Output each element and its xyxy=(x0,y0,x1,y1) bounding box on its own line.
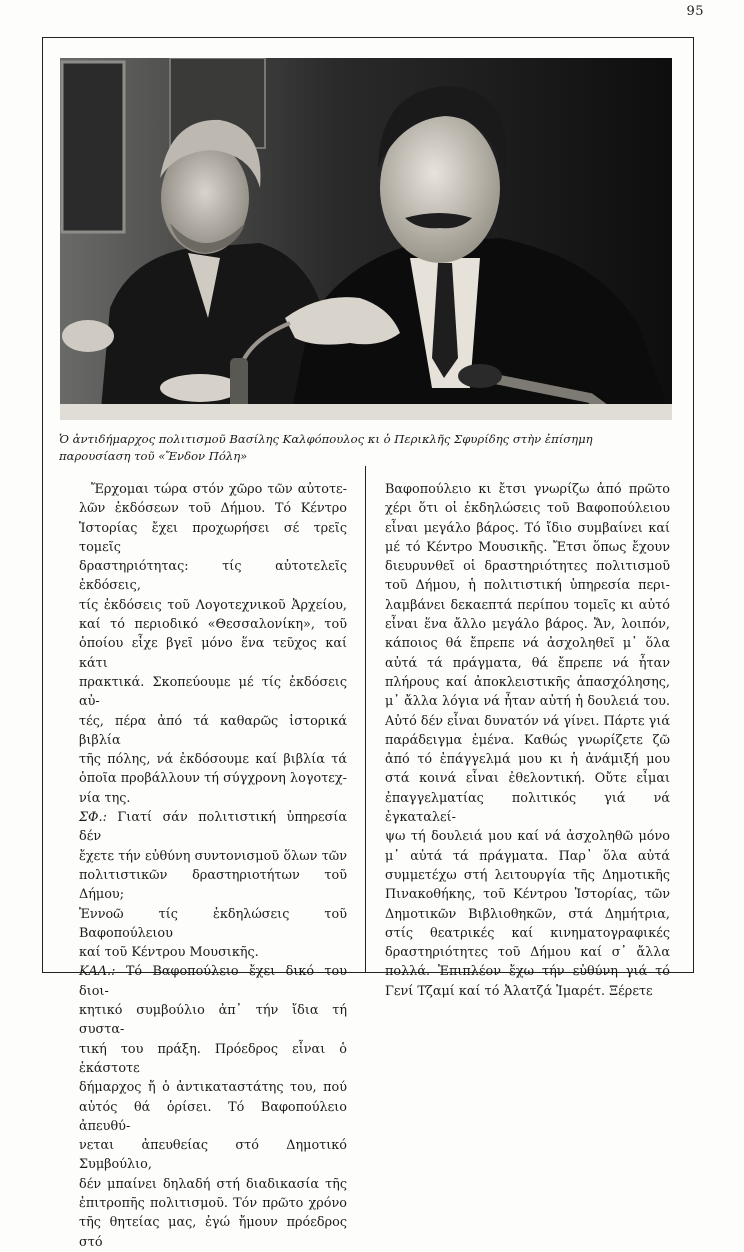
text-line xyxy=(385,943,670,962)
line-text: τίς ἐκδόσεις τοῦ Λογοτεχνικοῦ Ἀρχείου, xyxy=(79,597,347,613)
line-text: χέρι ὅτι οἱ ἐκδηλώσεις τοῦ Βαφοπούλειου xyxy=(385,501,670,517)
line-text: δραστηριότητες τοῦ Δήμου καί σ᾽ ἄλλα xyxy=(385,945,670,961)
line-text: δέν μπαίνει δηλαδή στή διαδικασία τῆς xyxy=(79,1176,347,1192)
line-text: Πινακοθήκης, τοῦ Κέντρου Ἱστορίας, τῶν xyxy=(385,887,670,903)
text-line xyxy=(79,615,347,634)
text-line xyxy=(79,712,347,751)
text-line xyxy=(79,596,347,615)
line-text: διευρυνθεῖ οἱ δραστηριότητες πολιτισμοῦ xyxy=(385,559,670,575)
text-line xyxy=(79,750,347,769)
text-line xyxy=(79,1001,347,1040)
line-text: Γιατί σάν πολιτιστική ὑπηρεσία δέν xyxy=(79,810,347,845)
line-text: Ἔρχομαι τώρα στόν χῶρο τῶν αὐτοτε- xyxy=(91,482,347,497)
article-frame xyxy=(42,37,694,1250)
page-number: 95 xyxy=(686,4,704,19)
text-line xyxy=(385,847,670,866)
line-text: ὁποίου εἶχε βγεῖ μόνο ἕνα τεῦχος καί κάτι xyxy=(79,636,347,671)
line-text: καί τό περιοδικό «Θεσσαλονίκη», τοῦ xyxy=(79,617,347,633)
text-line xyxy=(79,557,347,596)
caption-line: Ὁ ἀντιδήμαρχος πολιτισμοῦ Βασίλης Καλφόπουλος κι ὁ Περικλῆς Σφυρίδης στὴν ἐπίσημη xyxy=(59,432,593,446)
line-text: ἔχετε τήν εὐθύνη συντονισμοῦ ὅλων τῶν xyxy=(79,848,347,864)
text-line xyxy=(385,480,670,499)
line-text: ἀπό τό ἐπάγγελμά μου κι ἡ ἀνάμιξή μου xyxy=(385,752,670,768)
line-text: πολλά. Ἐπιπλέον ἔχω τήν εὐθύνη γιά τό xyxy=(385,964,670,980)
line-text: πλήρους καί ἀποκλειστικῆς ἀπασχόλησης, xyxy=(385,674,670,690)
text-line xyxy=(385,519,670,538)
text-line xyxy=(79,1194,347,1213)
line-text: αὐτός θά ὁρίσει. Τό Βαφοπούλειο ἀπευθύ- xyxy=(79,1099,347,1134)
line-text: νεται ἀπευθείας στό Δημοτικό Συμβούλιο, xyxy=(79,1138,347,1173)
text-line xyxy=(385,731,670,750)
line-text: κητικό συμβούλιο ἀπ᾽ τήν ἴδια τή συστα- xyxy=(79,1003,347,1038)
line-text: τοῦ Δήμου, ἡ πολιτιστική ὑπηρεσία περι- xyxy=(385,578,670,594)
text-line xyxy=(385,673,670,692)
text-line xyxy=(79,634,347,673)
line-text: Ἱστορίας ἔχει προχωρήσει σέ τρεῖς τομεῖς xyxy=(79,520,347,555)
text-line xyxy=(79,1078,347,1097)
text-line xyxy=(79,943,347,962)
line-text: μέ τό Κέντρο Μουσικῆς. Ἔτσι ὅπως ἔχουν xyxy=(385,539,670,555)
text-line xyxy=(385,692,670,711)
line-text: εἶναι ἕνα ἄλλο μεγάλο βάρος. Ἄν, λοιπόν, xyxy=(385,617,670,633)
text-line xyxy=(79,1213,347,1252)
text-line xyxy=(385,538,670,557)
speaker-initials: ΚΑΛ.: xyxy=(79,964,116,980)
line-text: τές, πέρα ἀπό τά καθαρῶς ἱστορικά βιβλία xyxy=(79,713,347,748)
text-line xyxy=(79,1040,347,1079)
line-text: αὐτά τά πράγματα, θά ἔπρεπε νά ἦταν xyxy=(385,655,670,671)
line-text: παράδειγμα ἐμένα. Καθώς γνωρίζετε ζῶ xyxy=(385,732,670,748)
text-line xyxy=(385,576,670,595)
line-text: εἶναι μεγάλο βάρος. Τό ἴδιο συμβαίνει καί xyxy=(385,520,670,536)
text-line xyxy=(385,499,670,518)
text-line xyxy=(385,712,670,731)
line-text: Τό Βαφοπούλειο ἔχει δικό του διοι- xyxy=(79,964,347,999)
line-text: στίς θεατρικές καί κινηματογραφικές xyxy=(385,925,670,941)
text-line xyxy=(79,962,347,1001)
text-line xyxy=(385,769,670,788)
text-line xyxy=(79,1175,347,1194)
text-line xyxy=(385,750,670,769)
text-line xyxy=(79,519,347,558)
text-line xyxy=(79,866,347,905)
line-text: Γενί Τζαμί καί τό Ἀλατζά Ἰμαρέτ. Ξέρετε xyxy=(385,983,653,999)
line-text: καί τοῦ Κέντρου Μουσικῆς. xyxy=(79,945,259,961)
right-text-column xyxy=(385,480,670,1001)
line-text: συμμετέχω στή λειτουργία τῆς Δημοτικῆς xyxy=(385,867,670,883)
line-text: δραστηριότητας: τίς αὐτοτελεῖς ἐκδόσεις, xyxy=(79,559,347,594)
line-text: ὁποῖα προβάλλουν τή σύγχρονη λογοτεχ- xyxy=(79,771,347,787)
line-text: νία της. xyxy=(79,790,131,806)
text-line xyxy=(385,557,670,576)
line-text: ἐπαγγελματίας πολιτικός γιά νά ἐγκαταλεί- xyxy=(385,790,670,826)
text-line xyxy=(79,499,347,518)
photo-two-men-at-microphone-icon xyxy=(60,58,672,420)
text-line xyxy=(79,847,347,866)
column-divider xyxy=(365,466,366,973)
line-text: λῶν ἐκδόσεων τοῦ Δήμου. Τό Κέντρο xyxy=(79,501,347,517)
text-line xyxy=(79,673,347,712)
text-line xyxy=(79,1098,347,1137)
caption-line: παρουσίαση τοῦ «Ἔνδον Πόλη» xyxy=(59,449,248,463)
line-text: τῆς θητείας μας, ἐγώ ἤμουν πρόεδρος στό xyxy=(79,1215,347,1250)
text-line xyxy=(385,615,670,634)
text-line xyxy=(385,924,670,943)
text-line xyxy=(385,827,670,846)
speaker-initials: ΣΦ.: xyxy=(79,810,107,826)
text-line xyxy=(79,769,347,788)
line-text: ψω τή δουλειά μου καί νά ἀσχοληθῶ μόνο xyxy=(385,829,670,845)
line-text: ἐπιτροπῆς πολιτισμοῦ. Τόν πρῶτο χρόνο xyxy=(79,1195,347,1211)
text-line xyxy=(79,808,347,847)
text-line xyxy=(385,634,670,653)
line-text: στά κοινά εἶναι ἐθελοντική. Οὔτε εἶμαι xyxy=(385,771,670,787)
line-text: λαμβάνει δεκαεπτά περίπου τομεῖς κι αὐτό xyxy=(385,597,670,613)
line-text: τική του πράξη. Πρόεδρος εἶναι ὁ ἑκάστοτε xyxy=(79,1041,347,1076)
text-line xyxy=(385,866,670,885)
line-text: πολιτιστικῶν δραστηριοτήτων τοῦ Δήμου; xyxy=(79,867,347,903)
text-line xyxy=(385,905,670,924)
text-line xyxy=(385,596,670,615)
line-text: Ἐννοῶ τίς ἐκδηλώσεις τοῦ Βαφοπούλειου xyxy=(79,906,347,941)
line-text: δήμαρχος ἤ ὁ ἀντικαταστάτης του, πού xyxy=(79,1080,347,1096)
line-text: μ᾽ ἄλλα λόγια νά ἦταν αὐτή ἡ δουλειά του. xyxy=(385,694,670,710)
line-text: μ᾽ αὐτά τά πράγματα. Παρ᾽ ὅλα αὐτά xyxy=(385,848,670,864)
line-text: Δημοτικῶν Βιβλιοθηκῶν, στά Δημήτρια, xyxy=(385,906,670,922)
line-text: κάποιος θά ἔπρεπε νά ἀσχοληθεῖ μ᾽ ὅλα xyxy=(385,636,670,652)
line-text: Βαφοπούλειο κι ἔτσι γνωρίζω ἀπό πρῶτο xyxy=(385,482,670,497)
text-line xyxy=(79,905,347,944)
article-photo xyxy=(60,58,672,420)
text-line xyxy=(385,982,670,1001)
left-text-column xyxy=(79,480,347,1252)
text-line xyxy=(385,962,670,981)
text-line xyxy=(79,789,347,808)
text-line xyxy=(385,885,670,904)
text-line xyxy=(385,654,670,673)
text-line xyxy=(79,1136,347,1175)
line-text: τῆς πόλης, νά ἐκδόσουμε καί βιβλία τά xyxy=(79,752,347,768)
photo-caption xyxy=(59,431,679,465)
text-line xyxy=(385,789,670,828)
line-text: Αὐτό δέν εἶναι δυνατόν νά γίνει. Πάρτε γιά xyxy=(385,713,670,729)
text-line xyxy=(79,480,347,499)
line-text: πρακτικά. Σκοπεύουμε μέ τίς ἐκδόσεις αὐ- xyxy=(79,674,347,710)
